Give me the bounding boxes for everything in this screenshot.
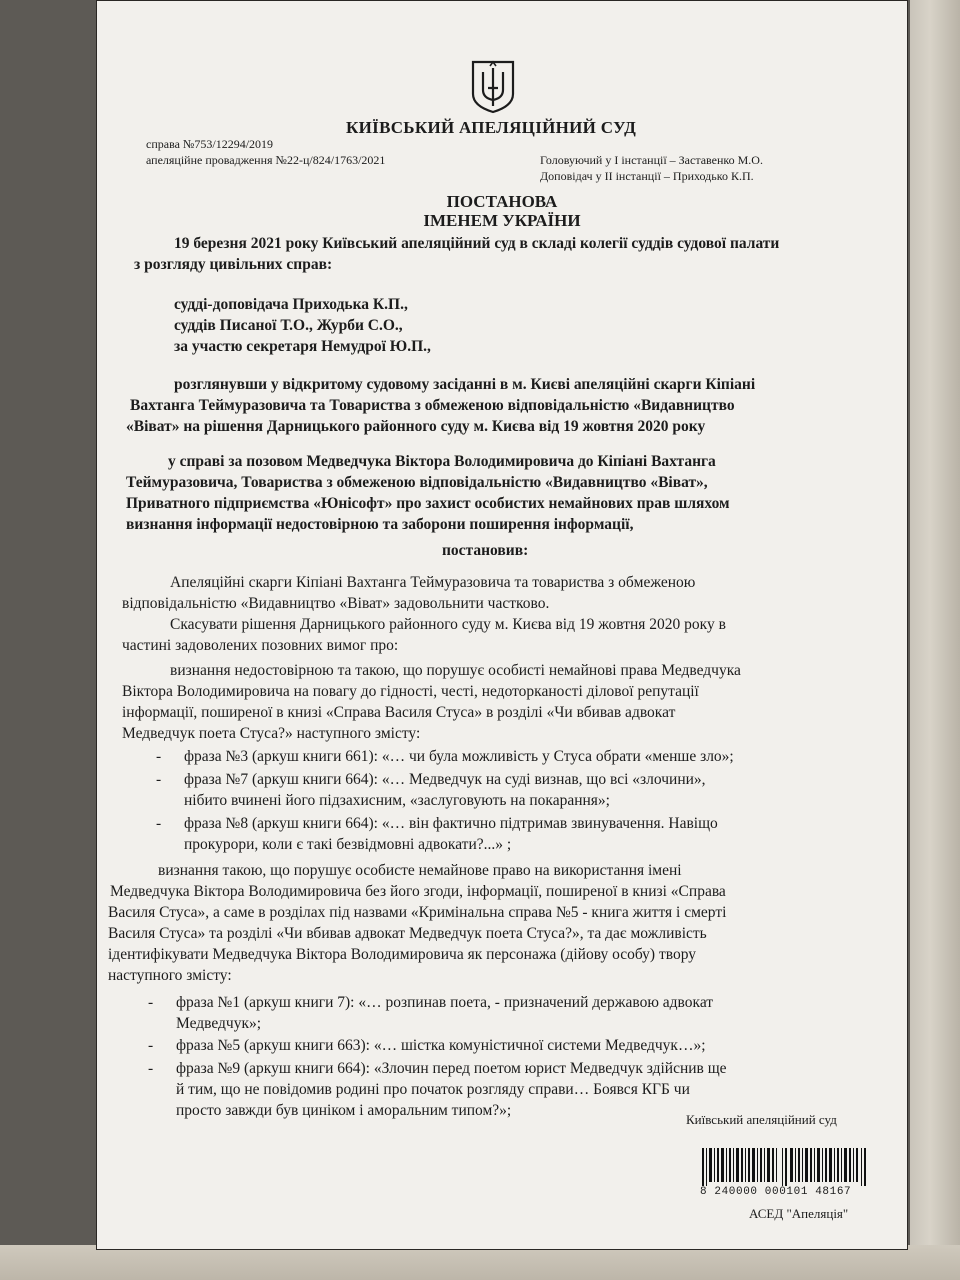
text-line: за участю секретаря Немудрої Ю.П., [174,338,431,355]
text-line: судді-доповідача Приходька К.П., [174,296,408,313]
text-line: з розгляду цивільних справ: [134,256,333,273]
text-line: відповідальністю «Видавництво «Віват» задовольнити частково. [122,595,550,612]
list-item: фраза №1 (аркуш книги 7): «… розпинав поета, - призначений державою адвокат [176,994,714,1011]
list-item: фраза №9 (аркуш книги 664): «Злочин перед поетом юрист Медведчук здійснив ще [176,1060,727,1077]
text-line: Віктора Володимировича на повагу до гідності, честі, недоторканості ділової репутації [122,683,699,700]
bullet-marker: - [156,815,162,832]
coat-of-arms-icon [470,60,516,114]
list-item: фраза №5 (аркуш книги 663): «… шістка комуністичної системи Медведчук…»; [176,1037,706,1054]
text-line: Апеляційні скарги Кіпіані Вахтанга Теймуразовича та товариства з обмеженою [170,574,696,591]
bullet-marker: - [156,771,162,788]
document-title: ПОСТАНОВА [446,192,558,211]
footer-court-name: Київський апеляційний суд [686,1112,837,1127]
text-line: 19 березня 2021 року Київський апеляційний суд в складі колегії суддів судової палати [174,235,780,252]
text-line: інформації, поширеної в книзі «Справа Василя Стуса» в розділі «Чи вбивав адвокат [122,704,676,721]
bullet-marker: - [156,748,162,765]
list-item: й тим, що не повідомив родині про початок розгляду справи… Боявся КГБ чи [176,1081,690,1098]
barcode-number: 8 240000 000101 48167 [700,1186,852,1198]
text-line: частині задоволених позовних вимог про: [122,637,399,654]
text-line: визнання такою, що порушує особисте немайнове право на використання імені [158,862,682,879]
barcode-icon [702,1148,866,1186]
text-line: Теймуразовича, Товариства з обмеженою відповідальністю «Видавництво «Віват», [126,474,708,491]
list-item: фраза №7 (аркуш книги 664): «… Медведчук на суді визнав, що всі «злочини», [184,771,706,788]
document-page [96,0,908,1250]
bullet-marker: - [148,1060,154,1077]
text-line: Медведчука Віктора Володимировича без його згоди, інформації, поширеної в книзі «Справа [110,883,726,900]
text-line: Приватного підприємства «Юнісофт» про захист особистих немайнових прав шляхом [126,495,730,512]
text-line: Скасувати рішення Дарницького районного суду м. Києва від 19 жовтня 2020 року в [170,616,726,633]
list-item: Медведчук»; [176,1015,262,1032]
text-line: визнання інформації недостовірною та заборони поширення інформації, [126,516,634,533]
text-line: визнання недостовірною та такою, що порушує особисті немайнові права Медведчука [170,662,741,679]
bullet-marker: - [148,1037,154,1054]
judges-meta [540,152,763,184]
text-line: суддів Писаної Т.О., Журби С.О., [174,317,403,334]
desk-background-bottom [0,1245,960,1280]
text-line: наступного змісту: [108,967,232,984]
list-item: фраза №3 (аркуш книги 661): «… чи була можливість у Стуса обрати «менше зло»; [184,748,734,765]
page-content [96,0,908,1250]
text-line: Василя Стуса» та розділі «Чи вбивав адвокат Медведчук поета Стуса?», та дає можливість [108,925,707,942]
proceeding-number: апеляційне провадження №22-ц/824/1763/2021 [146,153,386,167]
court-name-heading: КИЇВСЬКИЙ АПЕЛЯЦІЙНИЙ СУД [346,118,637,137]
reporter-second-instance: Доповідач у ІІ інстанції – Приходько К.П. [540,169,754,183]
bullet-marker: - [148,994,154,1011]
list-item: просто завжди був циніком і аморальним типом?»; [176,1102,512,1119]
text-line: ідентифікувати Медведчука Віктора Володимировича як персонажа (дійову особу) твору [108,946,696,963]
document-subtitle: ІМЕНЕМ УКРАЇНИ [423,211,581,230]
case-meta [146,136,385,168]
text-line: Василя Стуса», а саме в розділах під назвами «Кримінальна справа №5 - книга життя і смерті [108,904,727,921]
desk-background [910,0,960,1280]
text-line: Вахтанга Теймуразовича та Товариства з обмеженою відповідальністю «Видавництво [130,397,735,414]
case-number: справа №753/12294/2019 [146,137,274,151]
text-line: розглянувши у відкритому судовому засіданні в м. Києві апеляційні скарги Кіпіані [174,376,756,393]
text-line: у справі за позовом Медведчука Віктора Володимировича до Кіпіані Вахтанга [168,453,716,470]
text-line: «Віват» на рішення Дарницького районного суду м. Києва від 19 жовтня 2020 року [126,418,706,435]
system-label: АСЕД "Апеляція" [749,1206,849,1221]
list-item: прокурори, коли є такі безвідмовні адвокати?...» ; [184,836,512,853]
list-item: фраза №8 (аркуш книги 664): «… він фактично підтримав звинувачення. Навіщо [184,815,718,832]
list-item: нібито вчинені його підзахисним, «заслуговують на покарання»; [184,792,610,809]
judge-first-instance: Головуючий у І інстанції – Заставенко М.О. [540,153,763,167]
resolved-heading: постановив: [442,542,529,559]
text-line: Медведчук поета Стуса?» наступного змісту: [122,725,421,742]
